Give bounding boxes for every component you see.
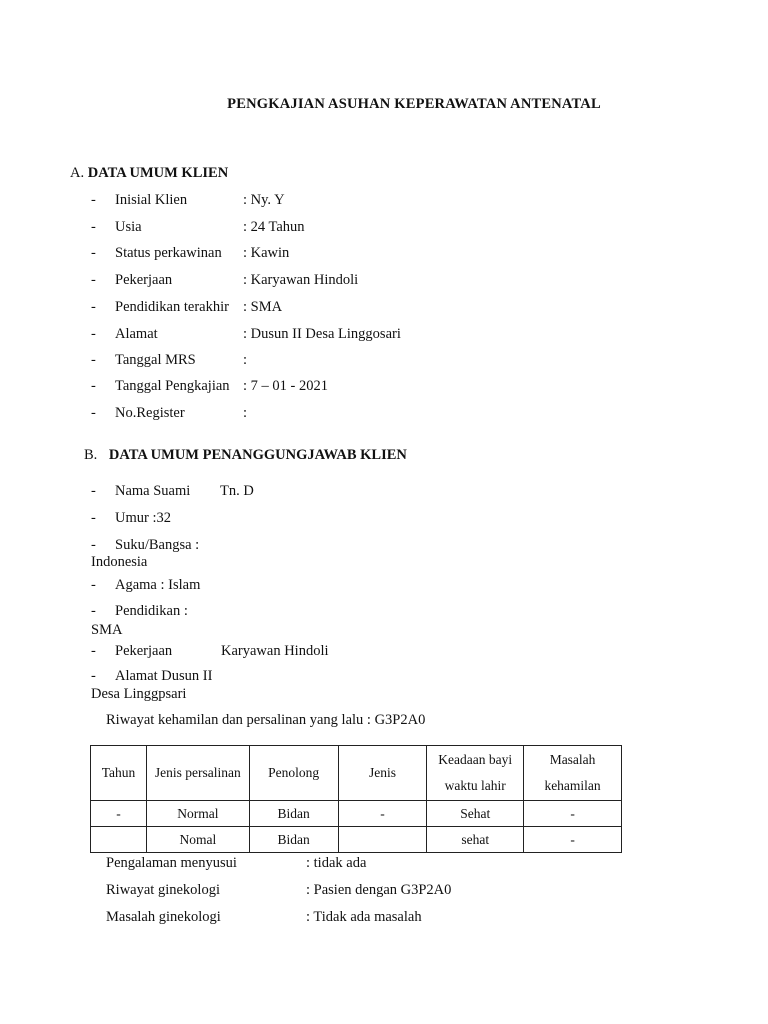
field-value: : Ny. Y bbox=[243, 192, 285, 208]
bullet-dash: - bbox=[91, 219, 96, 235]
table-cell: - bbox=[338, 801, 427, 827]
field-value: : SMA bbox=[243, 299, 283, 315]
bullet-dash: - bbox=[91, 643, 96, 659]
field-value: : Kawin bbox=[243, 245, 290, 261]
column-header: Masalah kehamilan bbox=[524, 746, 622, 801]
bullet-dash: - bbox=[91, 326, 96, 342]
field-value: Karyawan Hindoli bbox=[221, 643, 329, 659]
table-cell: Bidan bbox=[249, 801, 338, 827]
column-header: Penolong bbox=[249, 746, 338, 801]
bullet-dash: - bbox=[91, 405, 96, 421]
bullet-dash: - bbox=[91, 352, 96, 368]
table-cell: Nomal bbox=[146, 827, 249, 853]
bullet-dash: - bbox=[91, 378, 96, 394]
field-label: Inisial Klien bbox=[115, 192, 188, 208]
field-value: : bbox=[243, 405, 248, 421]
footer-row-riwayat-ginekologi bbox=[106, 882, 452, 899]
table-cell: Bidan bbox=[249, 827, 338, 853]
column-header: Tahun bbox=[91, 746, 147, 801]
section-a-heading bbox=[70, 165, 228, 182]
column-header: Keadaan bayi waktu lahir bbox=[427, 746, 524, 801]
field-continuation: SMA bbox=[91, 622, 123, 638]
table-cell: - bbox=[91, 801, 147, 827]
history-table bbox=[90, 745, 622, 853]
field-value: : bbox=[243, 352, 248, 368]
table-row bbox=[91, 801, 622, 827]
table-cell bbox=[91, 827, 147, 853]
field-label: Umur :32 bbox=[115, 510, 171, 526]
footer-label: Riwayat ginekologi bbox=[106, 882, 220, 898]
section-a-letter: A. bbox=[70, 165, 85, 181]
bullet-dash: - bbox=[91, 245, 96, 261]
field-label: Agama : Islam bbox=[115, 577, 201, 593]
bullet-dash: - bbox=[91, 192, 96, 208]
field-label: Tanggal Pengkajian bbox=[115, 378, 230, 394]
section-b-heading bbox=[84, 447, 407, 464]
section-b-title: DATA UMUM PENANGGUNGJAWAB KLIEN bbox=[108, 447, 407, 463]
field-value: : Dusun II Desa Linggosari bbox=[243, 326, 401, 342]
footer-row-masalah-ginekologi bbox=[106, 909, 422, 926]
footer-value: : Pasien dengan G3P2A0 bbox=[306, 882, 452, 898]
table-cell: Sehat bbox=[427, 801, 524, 827]
bullet-dash: - bbox=[91, 510, 96, 526]
column-header: Jenis bbox=[338, 746, 427, 801]
column-header: Jenis persalinan bbox=[146, 746, 249, 801]
field-continuation: Indonesia bbox=[91, 554, 148, 570]
footer-value: : tidak ada bbox=[306, 855, 367, 871]
field-label: Alamat Dusun II bbox=[115, 668, 213, 684]
field-label: Usia bbox=[115, 219, 142, 235]
table-cell: Normal bbox=[146, 801, 249, 827]
footer-value: : Tidak ada masalah bbox=[306, 909, 422, 925]
field-value: : Karyawan Hindoli bbox=[243, 272, 359, 288]
field-label: Tanggal MRS bbox=[115, 352, 196, 368]
table-cell: sehat bbox=[427, 827, 524, 853]
bullet-dash: - bbox=[91, 603, 96, 619]
bullet-dash: - bbox=[91, 577, 96, 593]
field-label: Pendidikan : bbox=[115, 603, 188, 619]
field-label: Alamat bbox=[115, 326, 158, 342]
field-label: Suku/Bangsa : bbox=[115, 537, 200, 553]
field-continuation: Desa Linggpsari bbox=[91, 686, 187, 702]
table-cell: - bbox=[524, 827, 622, 853]
field-value: Tn. D bbox=[220, 483, 254, 499]
section-a-title: DATA UMUM KLIEN bbox=[87, 165, 229, 181]
footer-label: Pengalaman menyusui bbox=[106, 855, 237, 871]
bullet-dash: - bbox=[91, 483, 96, 499]
bullet-dash: - bbox=[91, 537, 96, 553]
table-cell: - bbox=[524, 801, 622, 827]
field-label: Pekerjaan bbox=[115, 643, 173, 659]
field-label: Status perkawinan bbox=[115, 245, 222, 261]
table-row bbox=[91, 827, 622, 853]
document-title: PENGKAJIAN ASUHAN KEPERAWATAN ANTENATAL bbox=[227, 96, 601, 112]
field-label: No.Register bbox=[115, 405, 185, 421]
field-label: Pekerjaan bbox=[115, 272, 173, 288]
field-value: : 7 – 01 - 2021 bbox=[243, 378, 328, 394]
footer-row-menyusui bbox=[106, 855, 367, 872]
table-header-row bbox=[91, 746, 622, 801]
bullet-dash: - bbox=[91, 299, 96, 315]
bullet-dash: - bbox=[91, 668, 96, 684]
section-b-letter: B. bbox=[84, 447, 98, 463]
riwayat-kehamilan-label: Riwayat kehamilan dan persalinan yang lalu : G3P2A0 bbox=[106, 712, 426, 728]
footer-label: Masalah ginekologi bbox=[106, 909, 221, 925]
field-value: : 24 Tahun bbox=[243, 219, 305, 235]
table-cell bbox=[338, 827, 427, 853]
field-label: Pendidikan terakhir bbox=[115, 299, 229, 315]
field-label: Nama Suami bbox=[115, 483, 191, 499]
bullet-dash: - bbox=[91, 272, 96, 288]
